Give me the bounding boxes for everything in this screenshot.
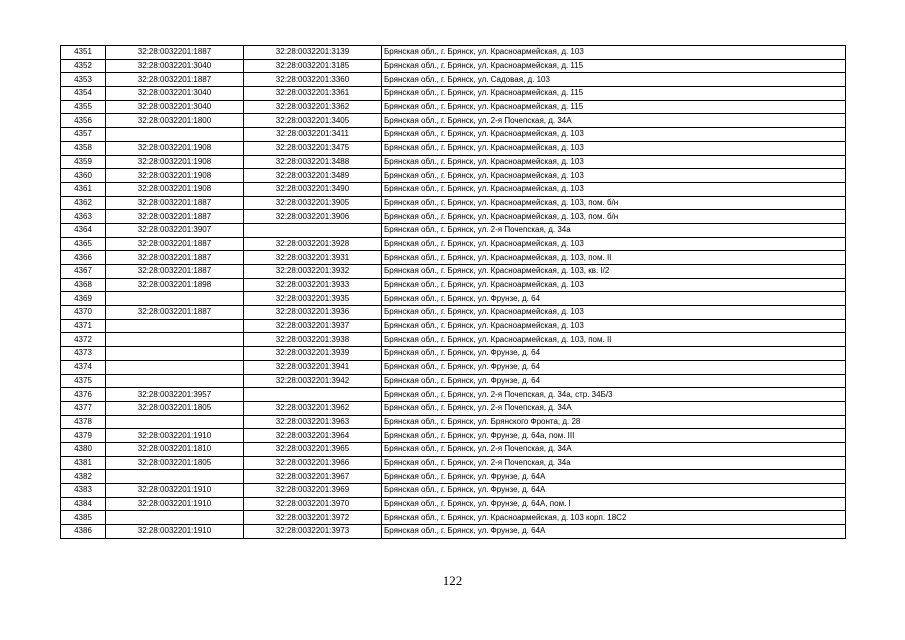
address-cell: Брянская обл., г. Брянск, ул. Красноармейская, д. 115 xyxy=(382,100,846,114)
cadastral-number-cell: 32:28:0032201:3941 xyxy=(244,360,382,374)
row-number-cell: 4355 xyxy=(61,100,106,114)
cadastral-number-cell: 32:28:0032201:3937 xyxy=(244,319,382,333)
table-row xyxy=(61,333,846,347)
cadastral-number-cell: 32:28:0032201:3939 xyxy=(244,347,382,361)
row-number-cell: 4358 xyxy=(61,141,106,155)
address-cell: Брянская обл., г. Брянск, ул. Фрунзе, д. 64А xyxy=(382,470,846,484)
table-row xyxy=(61,87,846,101)
table-row xyxy=(61,360,846,374)
address-cell: Брянская обл., г. Брянск, ул. Брянского Фронта, д. 28 xyxy=(382,415,846,429)
row-number-cell: 4351 xyxy=(61,46,106,60)
table-row xyxy=(61,265,846,279)
parent-cadastral-number-cell xyxy=(106,292,244,306)
row-number-cell: 4385 xyxy=(61,511,106,525)
parent-cadastral-number-cell: 32:28:0032201:1887 xyxy=(106,210,244,224)
cadastral-number-cell: 32:28:0032201:3139 xyxy=(244,46,382,60)
cadastral-number-cell: 32:28:0032201:3405 xyxy=(244,114,382,128)
parent-cadastral-number-cell: 32:28:0032201:3040 xyxy=(106,87,244,101)
table-row xyxy=(61,374,846,388)
row-number-cell: 4353 xyxy=(61,73,106,87)
cadastral-number-cell: 32:28:0032201:3362 xyxy=(244,100,382,114)
row-number-cell: 4369 xyxy=(61,292,106,306)
cadastral-number-cell: 32:28:0032201:3490 xyxy=(244,182,382,196)
cadastral-number-cell: 32:28:0032201:3185 xyxy=(244,59,382,73)
parent-cadastral-number-cell: 32:28:0032201:3957 xyxy=(106,388,244,402)
row-number-cell: 4375 xyxy=(61,374,106,388)
table-row xyxy=(61,210,846,224)
row-number-cell: 4384 xyxy=(61,497,106,511)
parent-cadastral-number-cell: 32:28:0032201:1910 xyxy=(106,429,244,443)
table-row xyxy=(61,128,846,142)
address-cell: Брянская обл., г. Брянск, ул. Фрунзе, д. 64 xyxy=(382,292,846,306)
row-number-cell: 4356 xyxy=(61,114,106,128)
address-cell: Брянская обл., г. Брянск, ул. 2-я Почепская, д. 34А xyxy=(382,401,846,415)
cadastral-number-cell: 32:28:0032201:3935 xyxy=(244,292,382,306)
parent-cadastral-number-cell: 32:28:0032201:1898 xyxy=(106,278,244,292)
cadastral-number-cell: 32:28:0032201:3411 xyxy=(244,128,382,142)
row-number-cell: 4371 xyxy=(61,319,106,333)
table-row xyxy=(61,141,846,155)
table-row xyxy=(61,388,846,402)
address-cell: Брянская обл., г. Брянск, ул. Фрунзе, д. 64а, пом. III xyxy=(382,429,846,443)
address-cell: Брянская обл., г. Брянск, ул. Садовая, д. 103 xyxy=(382,73,846,87)
row-number-cell: 4368 xyxy=(61,278,106,292)
table-row xyxy=(61,429,846,443)
parent-cadastral-number-cell xyxy=(106,470,244,484)
cadastral-number-cell: 32:28:0032201:3942 xyxy=(244,374,382,388)
row-number-cell: 4354 xyxy=(61,87,106,101)
cadastral-number-cell: 32:28:0032201:3965 xyxy=(244,442,382,456)
table-row xyxy=(61,306,846,320)
parent-cadastral-number-cell: 32:28:0032201:1887 xyxy=(106,251,244,265)
row-number-cell: 4379 xyxy=(61,429,106,443)
row-number-cell: 4366 xyxy=(61,251,106,265)
row-number-cell: 4380 xyxy=(61,442,106,456)
address-cell: Брянская обл., г. Брянск, ул. Красноармейская, д. 103 корп. 18С2 xyxy=(382,511,846,525)
parent-cadastral-number-cell: 32:28:0032201:1887 xyxy=(106,306,244,320)
cadastral-number-cell: 32:28:0032201:3969 xyxy=(244,484,382,498)
address-cell: Брянская обл., г. Брянск, ул. Красноармейская, д. 103 xyxy=(382,182,846,196)
row-number-cell: 4352 xyxy=(61,59,106,73)
row-number-cell: 4363 xyxy=(61,210,106,224)
table-row xyxy=(61,497,846,511)
table-row xyxy=(61,237,846,251)
parent-cadastral-number-cell: 32:28:0032201:1810 xyxy=(106,442,244,456)
table-row xyxy=(61,223,846,237)
cadastral-number-cell: 32:28:0032201:3905 xyxy=(244,196,382,210)
parent-cadastral-number-cell: 32:28:0032201:1887 xyxy=(106,46,244,60)
cadastral-number-cell: 32:28:0032201:3928 xyxy=(244,237,382,251)
parent-cadastral-number-cell xyxy=(106,374,244,388)
parent-cadastral-number-cell: 32:28:0032201:1887 xyxy=(106,265,244,279)
cadastral-number-cell: 32:28:0032201:3932 xyxy=(244,265,382,279)
table-body xyxy=(61,46,846,539)
address-cell: Брянская обл., г. Брянск, ул. Красноармейская, д. 103 xyxy=(382,319,846,333)
cadastral-number-cell: 32:28:0032201:3962 xyxy=(244,401,382,415)
table-row xyxy=(61,484,846,498)
address-cell: Брянская обл., г. Брянск, ул. Красноармейская, д. 103 xyxy=(382,46,846,60)
address-cell: Брянская обл., г. Брянск, ул. 2-я Почепская, д. 34а xyxy=(382,223,846,237)
cadastral-number-cell xyxy=(244,388,382,402)
cadastral-number-cell: 32:28:0032201:3489 xyxy=(244,169,382,183)
table-row xyxy=(61,511,846,525)
cadastral-number-cell: 32:28:0032201:3972 xyxy=(244,511,382,525)
address-cell: Брянская обл., г. Брянск, ул. Красноармейская, д. 103 xyxy=(382,169,846,183)
row-number-cell: 4382 xyxy=(61,470,106,484)
cadastral-number-cell: 32:28:0032201:3966 xyxy=(244,456,382,470)
row-number-cell: 4365 xyxy=(61,237,106,251)
parent-cadastral-number-cell xyxy=(106,360,244,374)
address-cell: Брянская обл., г. Брянск, ул. Фрунзе, д. 64 xyxy=(382,374,846,388)
row-number-cell: 4377 xyxy=(61,401,106,415)
address-cell: Брянская обл., г. Брянск, ул. Красноармейская, д. 115 xyxy=(382,59,846,73)
parent-cadastral-number-cell: 32:28:0032201:1800 xyxy=(106,114,244,128)
parent-cadastral-number-cell xyxy=(106,128,244,142)
address-cell: Брянская обл., г. Брянск, ул. Красноармейская, д. 115 xyxy=(382,87,846,101)
address-cell: Брянская обл., г. Брянск, ул. Красноармейская, д. 103 xyxy=(382,155,846,169)
parent-cadastral-number-cell: 32:28:0032201:1910 xyxy=(106,484,244,498)
parent-cadastral-number-cell: 32:28:0032201:1910 xyxy=(106,525,244,539)
address-cell: Брянская обл., г. Брянск, ул. Красноармейская, д. 103 xyxy=(382,278,846,292)
parent-cadastral-number-cell: 32:28:0032201:1805 xyxy=(106,401,244,415)
table-row xyxy=(61,73,846,87)
row-number-cell: 4362 xyxy=(61,196,106,210)
row-number-cell: 4364 xyxy=(61,223,106,237)
table-row xyxy=(61,114,846,128)
table-row xyxy=(61,155,846,169)
row-number-cell: 4361 xyxy=(61,182,106,196)
address-cell: Брянская обл., г. Брянск, ул. Фрунзе, д. 64А xyxy=(382,525,846,539)
address-cell: Брянская обл., г. Брянск, ул. Красноармейская, д. 103 xyxy=(382,306,846,320)
cadastral-number-cell xyxy=(244,223,382,237)
cadastral-number-cell: 32:28:0032201:3970 xyxy=(244,497,382,511)
cadastral-number-cell: 32:28:0032201:3931 xyxy=(244,251,382,265)
row-number-cell: 4373 xyxy=(61,347,106,361)
address-cell: Брянская обл., г. Брянск, ул. Красноармейская, д. 103 xyxy=(382,141,846,155)
row-number-cell: 4360 xyxy=(61,169,106,183)
table-row xyxy=(61,442,846,456)
address-cell: Брянская обл., г. Брянск, ул. Красноармейская, д. 103, пом. II xyxy=(382,333,846,347)
parent-cadastral-number-cell: 32:28:0032201:1908 xyxy=(106,182,244,196)
cadastral-number-cell: 32:28:0032201:3938 xyxy=(244,333,382,347)
cadastral-number-cell: 32:28:0032201:3936 xyxy=(244,306,382,320)
row-number-cell: 4370 xyxy=(61,306,106,320)
parent-cadastral-number-cell: 32:28:0032201:1908 xyxy=(106,169,244,183)
address-cell: Брянская обл., г. Брянск, ул. Красноармейская, д. 103, пом. II xyxy=(382,251,846,265)
cadastral-number-cell: 32:28:0032201:3906 xyxy=(244,210,382,224)
cadastral-number-cell: 32:28:0032201:3475 xyxy=(244,141,382,155)
parent-cadastral-number-cell: 32:28:0032201:3907 xyxy=(106,223,244,237)
cadastral-number-cell: 32:28:0032201:3973 xyxy=(244,525,382,539)
table-row xyxy=(61,319,846,333)
table-row xyxy=(61,456,846,470)
parent-cadastral-number-cell xyxy=(106,333,244,347)
cadastral-number-cell: 32:28:0032201:3963 xyxy=(244,415,382,429)
row-number-cell: 4383 xyxy=(61,484,106,498)
table-row xyxy=(61,169,846,183)
parent-cadastral-number-cell xyxy=(106,319,244,333)
row-number-cell: 4372 xyxy=(61,333,106,347)
row-number-cell: 4357 xyxy=(61,128,106,142)
table-row xyxy=(61,470,846,484)
row-number-cell: 4376 xyxy=(61,388,106,402)
parent-cadastral-number-cell: 32:28:0032201:1910 xyxy=(106,497,244,511)
address-cell: Брянская обл., г. Брянск, ул. Красноармейская, д. 103, кв. I/2 xyxy=(382,265,846,279)
parent-cadastral-number-cell: 32:28:0032201:1887 xyxy=(106,73,244,87)
address-cell: Брянская обл., г. Брянск, ул. Фрунзе, д. 64А, пом. I xyxy=(382,497,846,511)
table-row xyxy=(61,525,846,539)
cadastral-number-cell: 32:28:0032201:3967 xyxy=(244,470,382,484)
parent-cadastral-number-cell: 32:28:0032201:3040 xyxy=(106,59,244,73)
cadastral-number-cell: 32:28:0032201:3933 xyxy=(244,278,382,292)
table-row xyxy=(61,196,846,210)
cadastral-number-cell: 32:28:0032201:3964 xyxy=(244,429,382,443)
parent-cadastral-number-cell: 32:28:0032201:3040 xyxy=(106,100,244,114)
parent-cadastral-number-cell xyxy=(106,347,244,361)
address-cell: Брянская обл., г. Брянск, ул. Фрунзе, д. 64 xyxy=(382,347,846,361)
table-row xyxy=(61,401,846,415)
row-number-cell: 4367 xyxy=(61,265,106,279)
table-row xyxy=(61,347,846,361)
address-cell: Брянская обл., г. Брянск, ул. 2-я Почепская, д. 34а, стр. 34Б/3 xyxy=(382,388,846,402)
parent-cadastral-number-cell: 32:28:0032201:1908 xyxy=(106,155,244,169)
table-row xyxy=(61,59,846,73)
row-number-cell: 4381 xyxy=(61,456,106,470)
table-row xyxy=(61,182,846,196)
parent-cadastral-number-cell: 32:28:0032201:1887 xyxy=(106,237,244,251)
cadastral-number-cell: 32:28:0032201:3361 xyxy=(244,87,382,101)
parent-cadastral-number-cell: 32:28:0032201:1908 xyxy=(106,141,244,155)
address-cell: Брянская обл., г. Брянск, ул. 2-я Почепская, д. 34А xyxy=(382,114,846,128)
table-row xyxy=(61,251,846,265)
page-number: 122 xyxy=(442,573,463,588)
table-row xyxy=(61,278,846,292)
table-row xyxy=(61,415,846,429)
cadastral-number-cell: 32:28:0032201:3360 xyxy=(244,73,382,87)
address-cell: Брянская обл., г. Брянск, ул. Фрунзе, д. 64 xyxy=(382,360,846,374)
address-cell: Брянская обл., г. Брянск, ул. Красноармейская, д. 103 xyxy=(382,237,846,251)
address-cell: Брянская обл., г. Брянск, ул. Красноармейская, д. 103, пом. б/н xyxy=(382,196,846,210)
address-cell: Брянская обл., г. Брянск, ул. 2-я Почепская, д. 34а xyxy=(382,456,846,470)
row-number-cell: 4359 xyxy=(61,155,106,169)
cadastral-registry-table xyxy=(60,45,846,539)
parent-cadastral-number-cell xyxy=(106,415,244,429)
row-number-cell: 4386 xyxy=(61,525,106,539)
row-number-cell: 4378 xyxy=(61,415,106,429)
table-row xyxy=(61,46,846,60)
table-row xyxy=(61,100,846,114)
row-number-cell: 4374 xyxy=(61,360,106,374)
parent-cadastral-number-cell: 32:28:0032201:1805 xyxy=(106,456,244,470)
table-row xyxy=(61,292,846,306)
address-cell: Брянская обл., г. Брянск, ул. Красноармейская, д. 103, пом. б/н xyxy=(382,210,846,224)
address-cell: Брянская обл., г. Брянск, ул. Фрунзе, д. 64А xyxy=(382,484,846,498)
address-cell: Брянская обл., г. Брянск, ул. Красноармейская, д. 103 xyxy=(382,128,846,142)
address-cell: Брянская обл., г. Брянск, ул. 2-я Почепская, д. 34А xyxy=(382,442,846,456)
cadastral-number-cell: 32:28:0032201:3488 xyxy=(244,155,382,169)
parent-cadastral-number-cell: 32:28:0032201:1887 xyxy=(106,196,244,210)
parent-cadastral-number-cell xyxy=(106,511,244,525)
